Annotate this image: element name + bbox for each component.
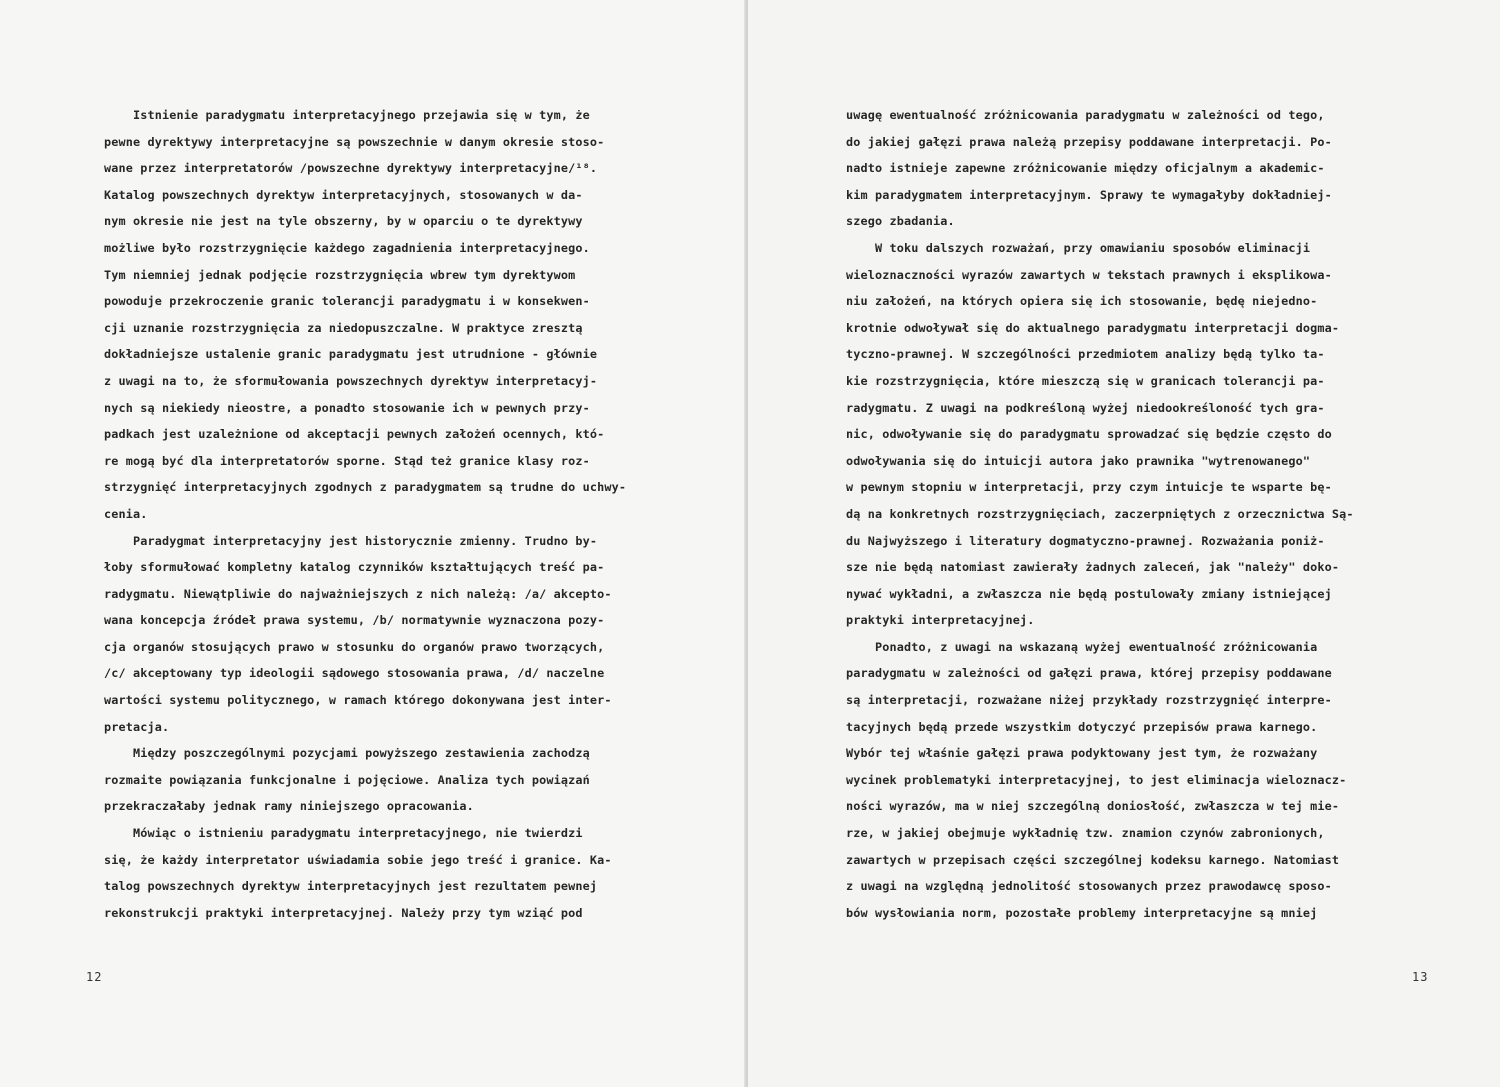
text-line: cji uznanie rozstrzygnięcia za niedopuszczalne. W praktyce zresztą xyxy=(104,320,583,335)
text-line: talog powszechnych dyrektyw interpretacyjnych jest rezultatem pewnej xyxy=(104,879,598,894)
text-line: du Najwyższego i literatury dogmatyczno-prawnej. Rozważania poniż- xyxy=(846,533,1325,548)
text-line: dokładniejsze ustalenie granic paradygmatu jest utrudnione - głównie xyxy=(104,347,598,362)
text-line: przekraczałaby jednak ramy niniejszego opracowania. xyxy=(104,799,474,814)
text-line: powoduje przekroczenie granic tolerancji paradygmatu i w konsekwen- xyxy=(104,294,590,309)
text-line: wane przez interpretatorów /powszechne dyrektywy interpretacyjne/¹⁸. xyxy=(104,161,598,176)
text-line: /c/ akceptowany typ ideologii sądowego stosowania prawa, /d/ naczelne xyxy=(104,666,605,681)
text-line: się, że każdy interpretator uświadamia sobie jego treść i granice. Ka- xyxy=(104,852,612,867)
text-line: niu założeń, na których opiera się ich stosowanie, będę niejedno- xyxy=(846,294,1318,309)
text-line: Między poszczególnymi pozycjami powyższego zestawienia zachodzą xyxy=(104,746,590,761)
right-page-number: 13 xyxy=(1412,970,1429,984)
text-line: możliwe było rozstrzygnięcie każdego zagadnienia interpretacyjnego. xyxy=(104,240,590,255)
text-line: nych są niekiedy nieostre, a ponadto stosowanie ich w pewnych przy- xyxy=(104,400,590,415)
text-line: wartości systemu politycznego, w ramach którego dokonywana jest inter- xyxy=(104,693,612,708)
text-line: z uwagi na względną jednolitość stosowanych przez prawodawcę sposo- xyxy=(846,879,1332,894)
text-line: cja organów stosujących prawo w stosunku do organów prawo tworzących, xyxy=(104,639,605,654)
text-line: Tym niemniej jednak podjęcie rozstrzygnięcia wbrew tym dyrektywom xyxy=(104,267,576,282)
text-line: nym okresie nie jest na tyle obszerny, by w oparciu o te dyrektywy xyxy=(104,214,583,229)
text-line: ności wyrazów, ma w niej szczególną doniosłość, zwłaszcza w tej mie- xyxy=(846,799,1340,814)
text-line: kie rozstrzygnięcia, które mieszczą się w granicach tolerancji pa- xyxy=(846,373,1325,388)
text-line: zawartych w przepisach części szczególnej kodeksu karnego. Natomiast xyxy=(846,852,1340,867)
text-line: Ponadto, z uwagi na wskazaną wyżej ewentualność zróżnicowania xyxy=(846,639,1318,654)
text-line: rekonstrukcji praktyki interpretacyjnej. Należy przy tym wziąć pod xyxy=(104,905,583,920)
text-line: tacyjnych będą przede wszystkim dotyczyć przepisów prawa karnego. xyxy=(846,719,1318,734)
text-line: kim paradygmatem interpretacyjnym. Sprawy te wymagałyby dokładniej- xyxy=(846,187,1332,202)
text-line: są interpretacji, rozważane niżej przykłady rozstrzygnięć interpre- xyxy=(846,693,1332,708)
text-line: do jakiej gałęzi prawa należą przepisy poddawane interpretacji. Po- xyxy=(846,134,1332,149)
text-line: rze, w jakiej obejmuje wykładnię tzw. znamion czynów zabronionych, xyxy=(846,826,1325,841)
text-line: z uwagi na to, że sformułowania powszechnych dyrektyw interpretacyj- xyxy=(104,373,598,388)
text-line: paradygmatu w zależności od gałęzi prawa, której przepisy poddawane xyxy=(846,666,1332,681)
text-line: wycinek problematyki interpretacyjnej, to jest eliminacja wieloznacz- xyxy=(846,772,1347,787)
text-line: radygmatu. Z uwagi na podkreśloną wyżej niedookreśloność tych gra- xyxy=(846,400,1325,415)
text-line: Paradygmat interpretacyjny jest historycznie zmienny. Trudno by- xyxy=(104,533,598,548)
left-page-text xyxy=(104,102,684,926)
text-line: bów wysłowiania norm, pozostałe problemy interpretacyjne są mniej xyxy=(846,905,1318,920)
text-line: Mówiąc o istnieniu paradygmatu interpretacyjnego, nie twierdzi xyxy=(104,826,583,841)
text-line: padkach jest uzależnione od akceptacji pewnych założeń ocennych, któ- xyxy=(104,427,605,442)
text-line: radygmatu. Niewątpliwie do najważniejszych z nich należą: /a/ akcepto- xyxy=(104,586,612,601)
text-line: pewne dyrektywy interpretacyjne są powszechnie w danym okresie stoso- xyxy=(104,134,605,149)
text-line: uwagę ewentualność zróżnicowania paradygmatu w zależności od tego, xyxy=(846,108,1325,122)
text-line: cenia. xyxy=(104,506,148,521)
text-line: wana koncepcja źródeł prawa systemu, /b/ normatywnie wyznaczona pozy- xyxy=(104,613,605,628)
text-line: łoby sformułować kompletny katalog czynników kształtujących treść pa- xyxy=(104,560,605,575)
text-line: W toku dalszych rozważań, przy omawianiu sposobów eliminacji xyxy=(846,240,1311,255)
text-line: wieloznaczności wyrazów zawartych w tekstach prawnych i eksplikowa- xyxy=(846,267,1332,282)
text-line: w pewnym stopniu w interpretacji, przy czym intuicje te wsparte bę- xyxy=(846,480,1332,495)
text-line: Katalog powszechnych dyrektyw interpretacyjnych, stosowanych w da- xyxy=(104,187,583,202)
text-line: krotnie odwoływał się do aktualnego paradygmatu interpretacji dogma- xyxy=(846,320,1340,335)
text-line: dą na konkretnych rozstrzygnięciach, zaczerpniętych z orzecznictwa Są- xyxy=(846,506,1354,521)
text-line: nywać wykładni, a zwłaszcza nie będą postulowały zmiany istniejącej xyxy=(846,586,1332,601)
text-line: rozmaite powiązania funkcjonalne i pojęciowe. Analiza tych powiązań xyxy=(104,772,590,787)
text-line: nadto istnieje zapewne zróżnicowanie między oficjalnym a akademic- xyxy=(846,161,1325,176)
text-line: odwoływania się do intuicji autora jako prawnika "wytrenowanego" xyxy=(846,453,1311,468)
text-line: praktyki interpretacyjnej. xyxy=(846,613,1035,628)
left-page-number: 12 xyxy=(86,970,103,984)
text-line: szego zbadania. xyxy=(846,214,955,229)
text-line: tyczno-prawnej. W szczególności przedmiotem analizy będą tylko ta- xyxy=(846,347,1325,362)
text-line: re mogą być dla interpretatorów sporne. Stąd też granice klasy roz- xyxy=(104,453,590,468)
left-page xyxy=(0,0,746,1087)
right-page-text xyxy=(846,102,1421,926)
text-line: Istnienie paradygmatu interpretacyjnego przejawia się w tym, że xyxy=(104,108,590,122)
text-line: pretacja. xyxy=(104,719,170,734)
right-page xyxy=(748,0,1500,1087)
text-line: Wybór tej właśnie gałęzi prawa podyktowany jest tym, że rozważany xyxy=(846,746,1318,761)
text-line: nic, odwoływanie się do paradygmatu sprowadzać się będzie często do xyxy=(846,427,1332,442)
text-line: strzygnięć interpretacyjnych zgodnych z paradygmatem są trudne do uchwy- xyxy=(104,480,627,495)
text-line: sze nie będą natomiast zawierały żadnych zaleceń, jak "należy" doko- xyxy=(846,560,1340,575)
